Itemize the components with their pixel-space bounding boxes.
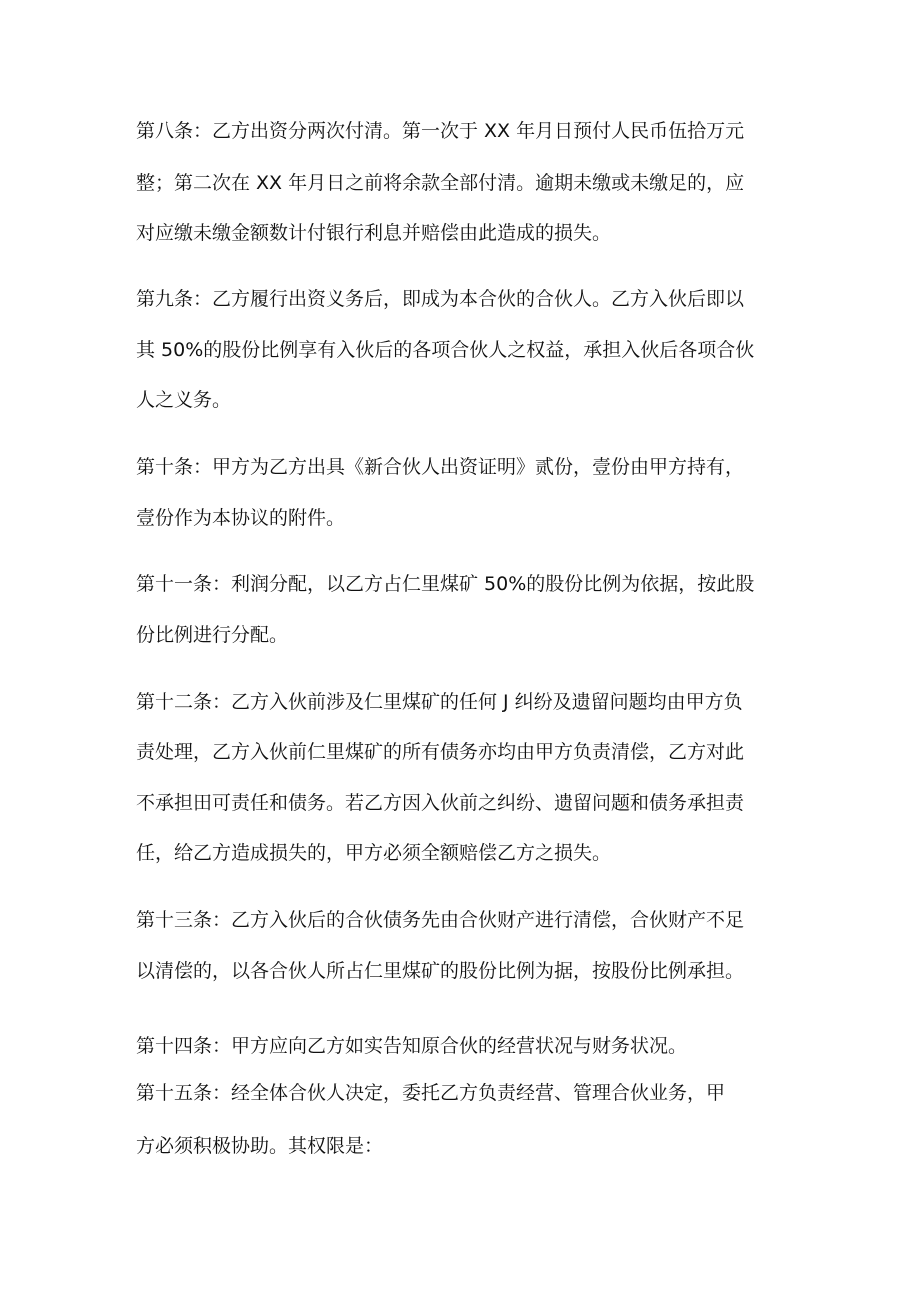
article-12-line-3: 不承担田可责任和债务。若乙方因入伙前之纠纷、遗留问题和债务承担责 <box>136 792 745 814</box>
article-14-line-1: 第十四条：甲方应向乙方如实告知原合伙的经营状况与财务状况。 <box>136 1035 688 1057</box>
article-13-line-1: 第十三条：乙方入伙后的合伙债务先由合伙财产进行清偿，合伙财产不足 <box>136 909 745 931</box>
article-13-line-2: 以清偿的，以各合伙人所占仁里煤矿的股份比例为据，按股份比例承担。 <box>136 960 745 982</box>
article-12-line-4: 任，给乙方造成损失的，甲方必须全额赔偿乙方之损失。 <box>136 842 612 864</box>
article-12-line-1: 第十二条：乙方入伙前涉及仁里煤矿的任何 J 纠纷及遗留问题均由甲方负 <box>136 691 743 713</box>
article-9-line-3: 人之义务。 <box>136 389 232 411</box>
article-10-line-2: 壹份作为本协议的附件。 <box>136 507 346 529</box>
article-11-line-2: 份比例进行分配。 <box>136 624 289 646</box>
article-9-line-1: 第九条：乙方履行出资义务后，即成为本合伙的合伙人。乙方入伙后即以 <box>136 288 745 310</box>
article-12-line-2: 责处理，乙方入伙前仁里煤矿的所有债务亦均由甲方负责清偿，乙方对此 <box>136 741 745 763</box>
article-15-line-1: 第十五条：经全体合伙人决定，委托乙方负责经营、管理合伙业务，甲 <box>136 1082 726 1104</box>
article-8-line-1: 第八条：乙方出资分两次付清。第一次于 XX 年月日预付人民币伍拾万元 <box>136 120 745 142</box>
article-15-line-2: 方必须积极协助。其权限是： <box>136 1135 384 1157</box>
article-9-line-2: 其 50%的股份比例享有入伙后的各项合伙人之权益，承担入伙后各项合伙 <box>136 339 755 361</box>
article-8-line-2: 整；第二次在 XX 年月日之前将余款全部付清。逾期未缴或未缴足的，应 <box>136 172 745 194</box>
article-8-line-3: 对应缴未缴金额数计付银行利息并赔偿由此造成的损失。 <box>136 222 612 244</box>
article-11-line-1: 第十一条：利润分配，以乙方占仁里煤矿 50%的股份比例为依据，按此股 <box>136 573 755 595</box>
article-10-line-1: 第十条：甲方为乙方出具《新合伙人出资证明》贰份，壹份由甲方持有， <box>136 456 745 478</box>
